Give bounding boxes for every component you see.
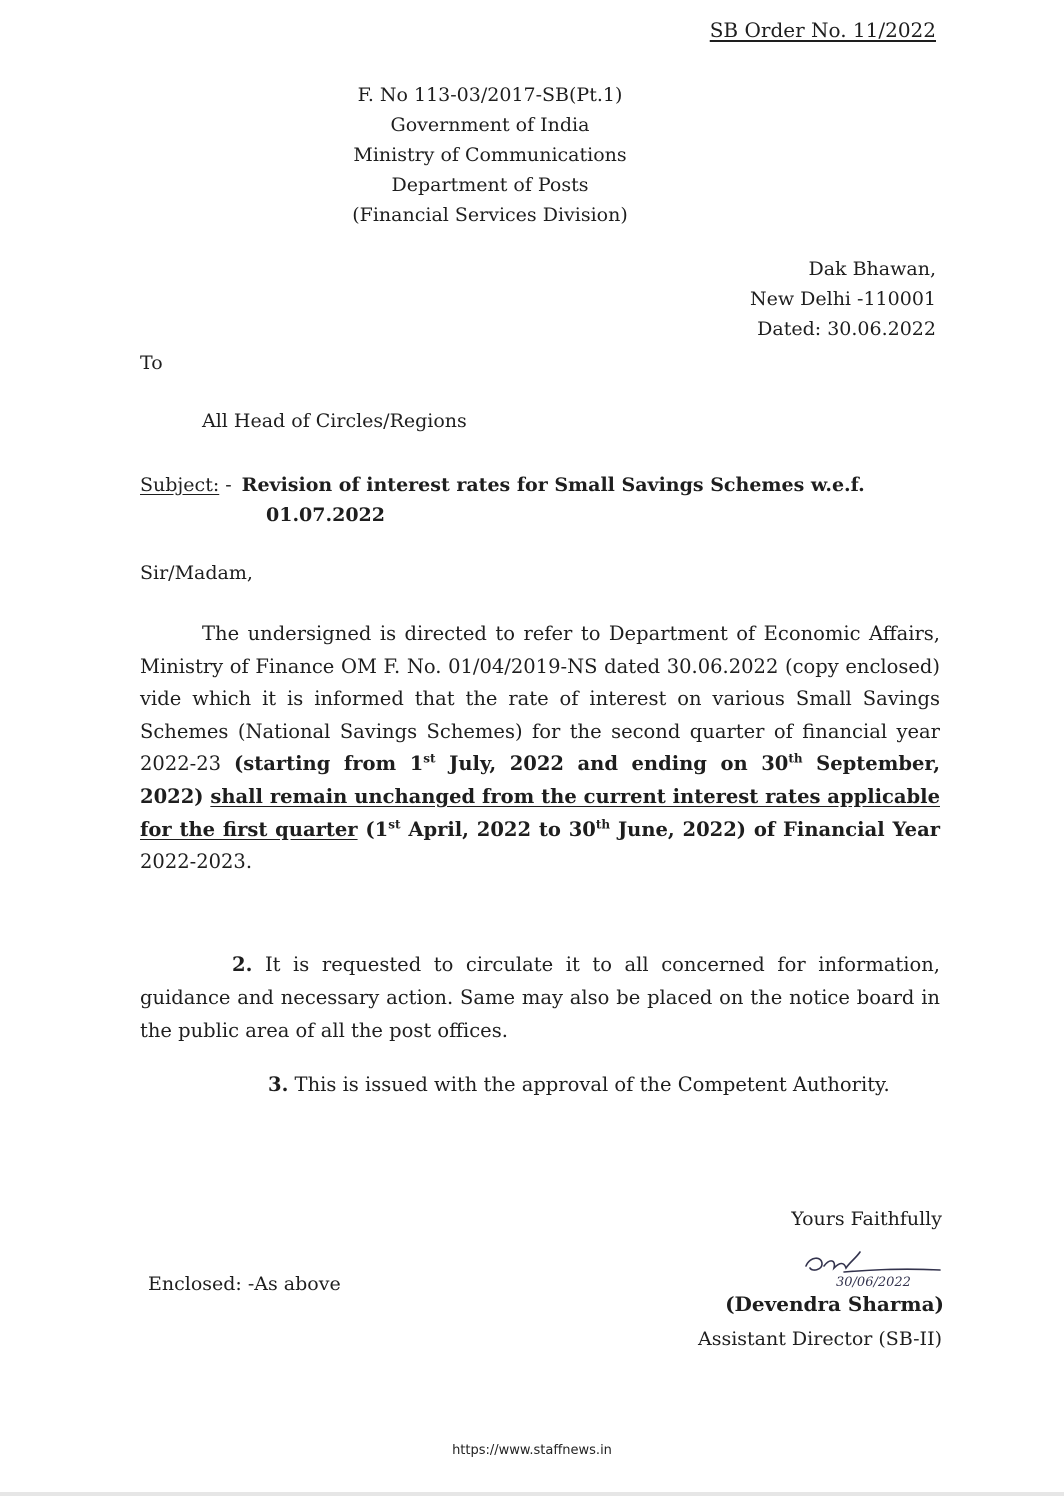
enclosure-note: Enclosed: -As above [148,1273,341,1295]
paragraph-2-number: 2. [232,953,253,976]
paragraph-2-text: It is requested to circulate it to all concerned for information, guidance and necessary action. Same may also be placed on the notice board in the public area of all the post offices. [140,953,940,1042]
paragraph-1 [140,618,940,879]
file-number: F. No 113-03/2017-SB(Pt.1) [357,84,623,106]
footer-url[interactable]: https://www.staffnews.in [452,1443,612,1458]
address-building: Dak Bhawan, [808,258,936,280]
paragraph-2 [140,948,940,1047]
department-name: Department of Posts [391,174,589,196]
letterhead [310,80,670,230]
paragraph-1-bold-f: June, 2022) of Financial Year [610,817,940,841]
subject-separator: - [225,474,232,496]
paragraph-3 [140,1068,940,1101]
ministry-name: Ministry of Communications [353,144,627,166]
paragraph-1-bold-a: (starting from 1 [233,752,424,776]
sender-address [750,254,936,344]
signature-date: 30/06/2022 [836,1275,911,1290]
letter-date: Dated: 30.06.2022 [757,318,936,340]
to-label: To [140,352,163,374]
salutation: Sir/Madam, [140,562,253,584]
closing: Yours Faithfully [791,1208,942,1230]
paragraph-1-underline-a: shall remain unchanged from the current interest rates applicable for the first quarter [140,784,940,841]
paragraph-3-text: This is issued with the approval of the Competent Authority. [288,1073,890,1096]
paragraph-1-bold-d: (1 [357,817,389,841]
paragraph-1-bold-c: September, 2022) [140,752,941,808]
paragraph-1-sup-c: st [388,817,401,832]
addressee: All Head of Circles/Regions [202,410,467,432]
paragraph-1-bold-e: April, 2022 to 30 [400,817,596,841]
signature-image [800,1248,980,1292]
subject-line-1: Revision of interest rates for Small Savings Schemes w.e.f. [241,474,865,496]
paragraph-1-bold-b: July, 2022 and ending on 30 [435,752,789,776]
paragraph-3-number: 3. [268,1073,289,1096]
signatory-designation: Assistant Director (SB-II) [698,1328,942,1350]
paragraph-1-sup-b: th [788,751,803,766]
government-name: Government of India [390,114,590,136]
subject-block [140,470,940,530]
signatory-name: (Devendra Sharma) [725,1292,944,1316]
subject-line-2: 01.07.2022 [266,504,385,526]
order-number: SB Order No. 11/2022 [709,18,936,42]
paragraph-1-sup-a: st [423,751,436,766]
page-edge [0,1492,1064,1496]
subject-label: Subject: [140,474,220,496]
division-name: (Financial Services Division) [352,204,628,226]
paragraph-1-text-a: The undersigned is directed to refer to Department of Economic Affairs, Ministry of Finance OM F. No. 01/04/2019-NS dated 30.06.2022 (copy enclosed) vide which it is informed that the rate of interest on various Small Savings Schemes (National Savings Schemes) for the second quarter of financial year 2022-23 [140,622,940,776]
paragraph-1-text-b: 2022-2023. [140,850,253,874]
paragraph-1-sup-d: th [595,817,611,832]
address-city: New Delhi -110001 [749,288,936,310]
